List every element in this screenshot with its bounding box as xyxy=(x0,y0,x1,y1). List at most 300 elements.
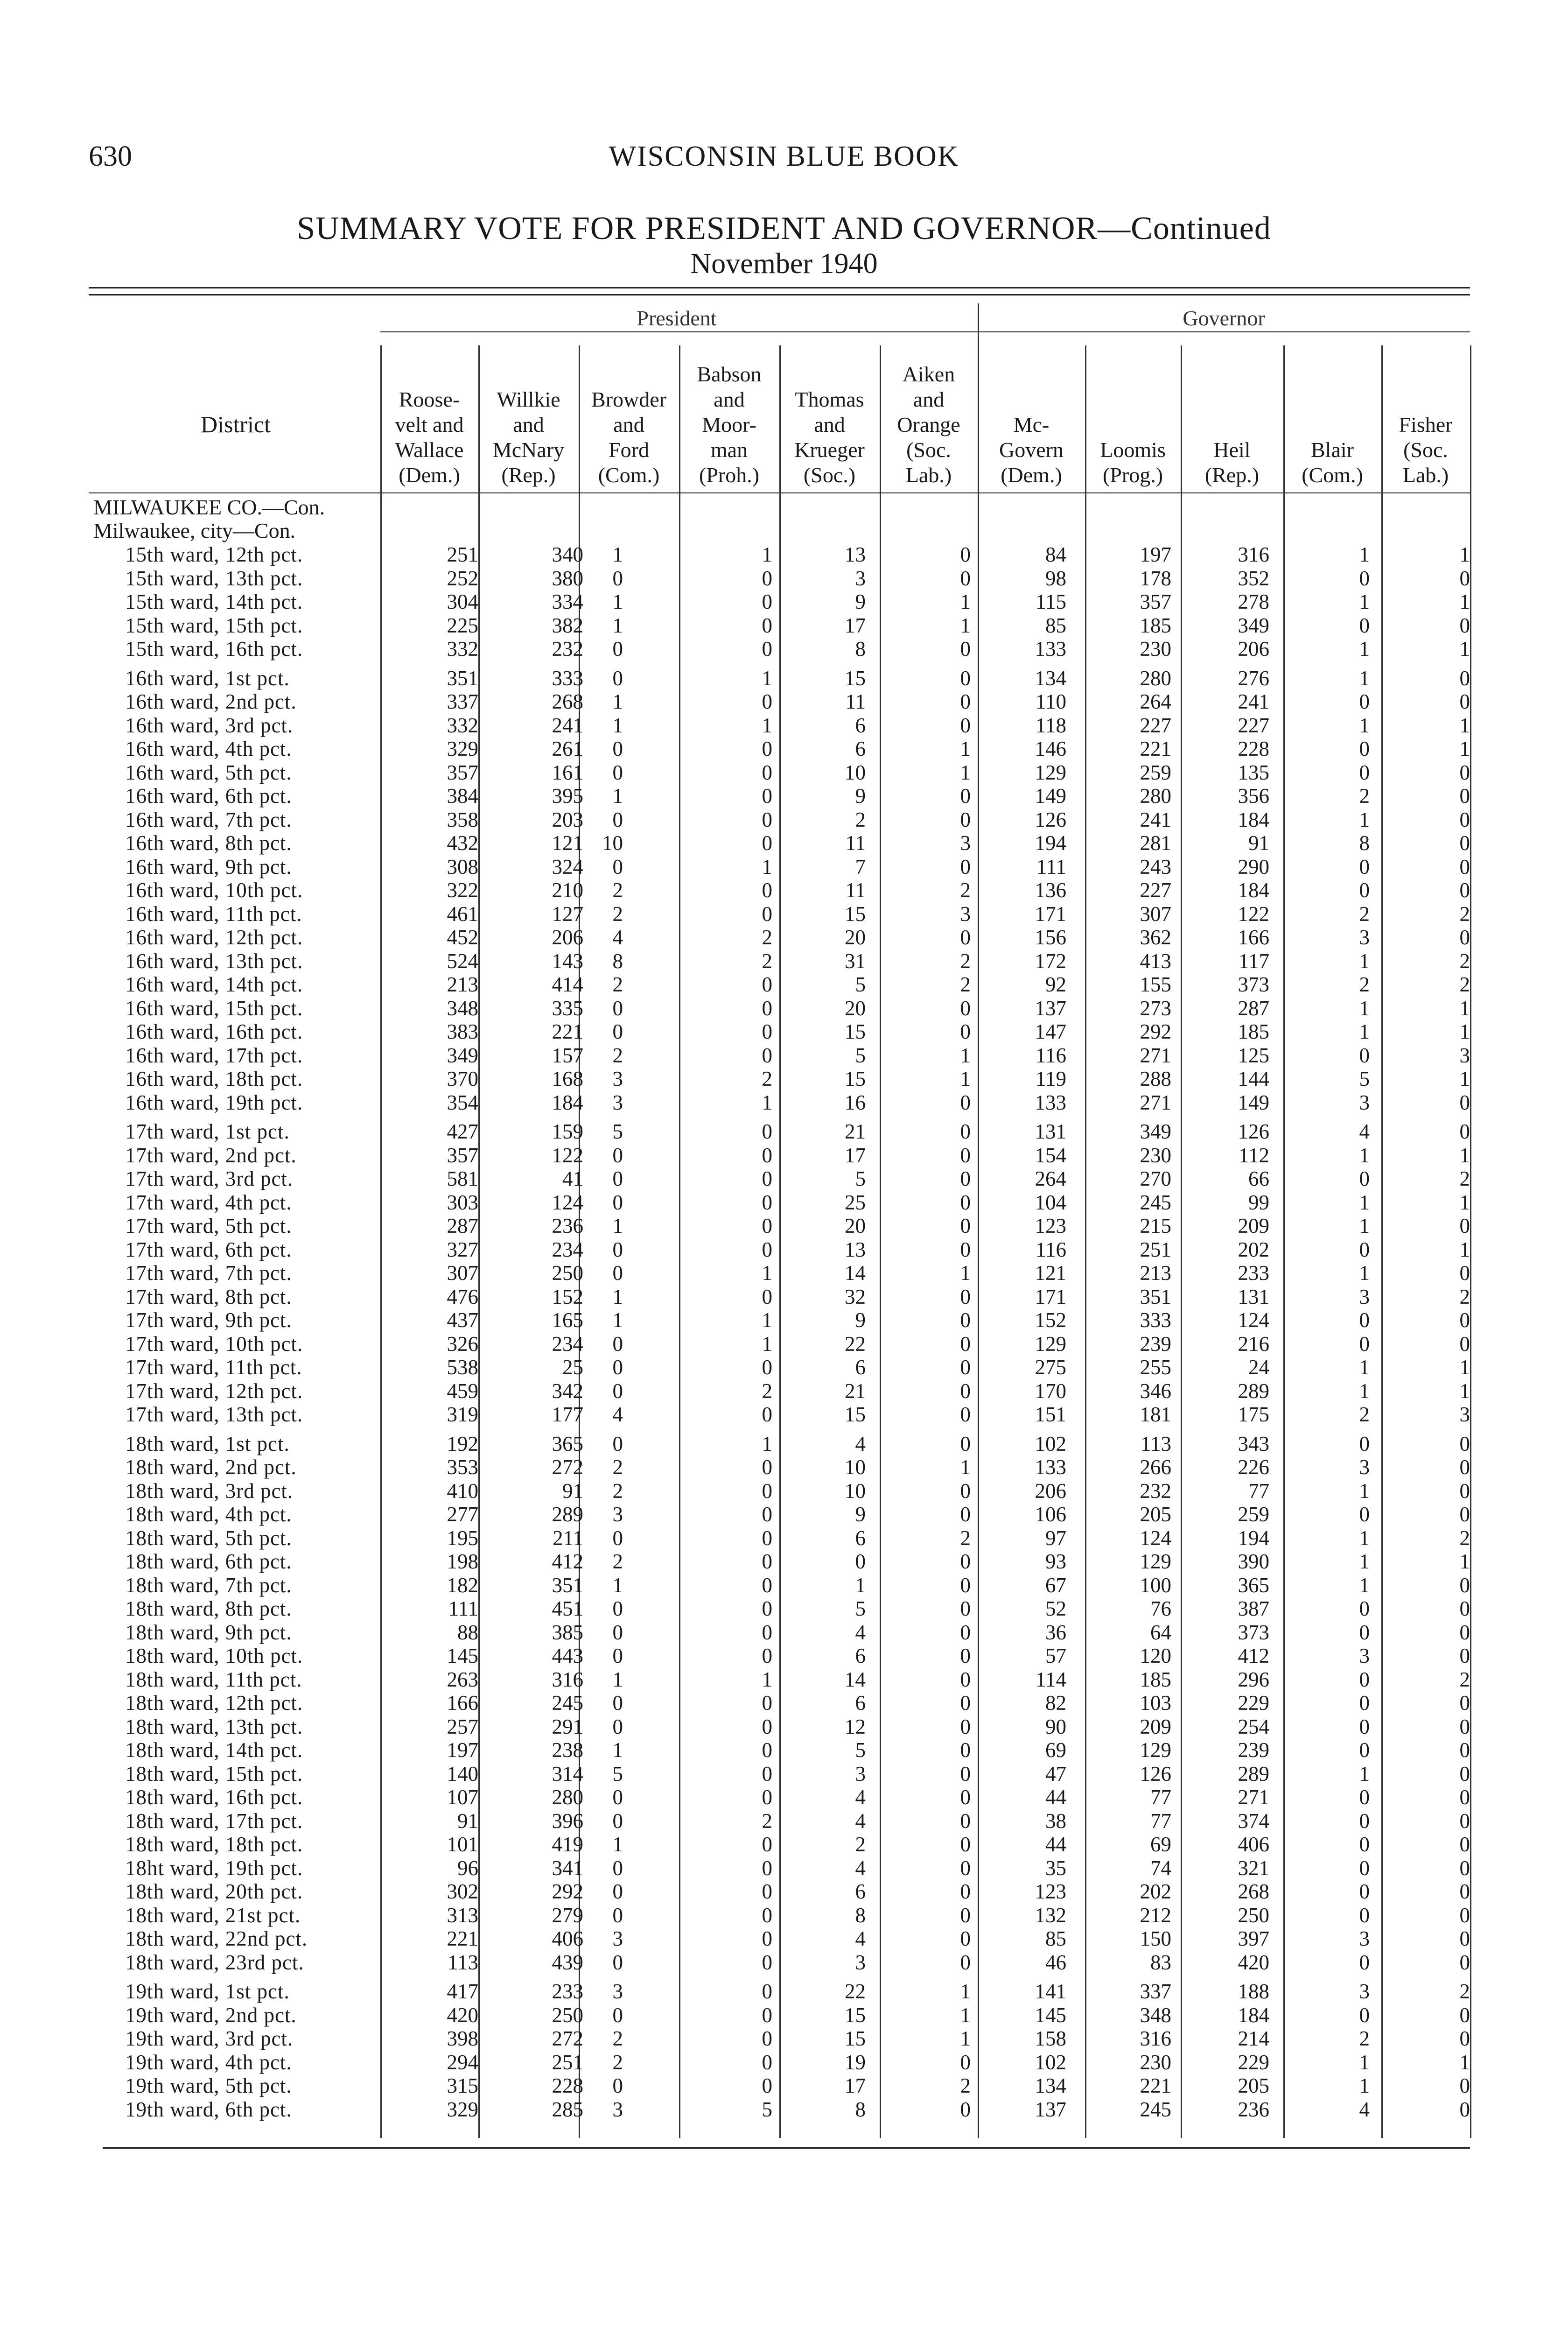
vote-cell-roosevelt: 329 xyxy=(447,2098,478,2121)
vote-cell-browder: 2 xyxy=(612,1479,623,1503)
table-row xyxy=(0,1503,1568,1526)
vote-cell-heil: 185 xyxy=(1238,1020,1269,1043)
vote-cell-babson: 0 xyxy=(762,761,772,784)
vote-cell-mcgovern: 172 xyxy=(1035,949,1066,973)
district-cell: 18th ward, 14th pct. xyxy=(125,1738,303,1762)
vote-cell-thomas: 6 xyxy=(855,737,866,760)
vote-cell-heil: 229 xyxy=(1238,2051,1269,2074)
table-row xyxy=(0,1044,1568,1067)
vote-cell-fisher: 0 xyxy=(1459,1738,1470,1762)
vote-cell-loomis: 227 xyxy=(1140,714,1171,737)
vote-cell-thomas: 15 xyxy=(845,1020,866,1043)
vote-cell-willkie: 165 xyxy=(552,1308,583,1332)
vote-cell-heil: 233 xyxy=(1238,1261,1269,1285)
table-row xyxy=(0,614,1568,637)
table-row xyxy=(0,902,1568,926)
vote-cell-loomis: 197 xyxy=(1140,543,1171,566)
vote-cell-fisher: 1 xyxy=(1459,737,1470,760)
table-row xyxy=(0,1597,1568,1620)
vote-cell-willkie: 289 xyxy=(552,1503,583,1526)
vote-cell-mcgovern: 141 xyxy=(1035,1980,1066,2003)
vote-cell-browder: 1 xyxy=(612,1214,623,1237)
vote-cell-blair: 1 xyxy=(1359,1261,1370,1285)
vote-cell-blair: 1 xyxy=(1359,1526,1370,1550)
vote-cell-fisher: 0 xyxy=(1459,667,1470,690)
table-row xyxy=(0,1455,1568,1479)
vote-cell-fisher: 0 xyxy=(1459,1479,1470,1503)
vote-cell-willkie: 439 xyxy=(552,1951,583,1974)
column-header-line: and xyxy=(613,413,644,436)
vote-cell-heil: 216 xyxy=(1238,1332,1269,1356)
vote-cell-mcgovern: 194 xyxy=(1035,831,1066,855)
vote-cell-willkie: 234 xyxy=(552,1332,583,1356)
vote-cell-aiken: 0 xyxy=(960,1479,971,1503)
vote-cell-blair: 4 xyxy=(1359,2098,1370,2121)
vote-cell-willkie: 341 xyxy=(552,1856,583,1880)
vote-cell-blair: 3 xyxy=(1359,1455,1370,1479)
vote-cell-babson: 0 xyxy=(762,1691,772,1715)
vote-cell-loomis: 230 xyxy=(1140,2051,1171,2074)
vote-cell-heil: 202 xyxy=(1238,1238,1269,1261)
vote-cell-thomas: 2 xyxy=(855,1833,866,1856)
vote-cell-babson: 0 xyxy=(762,1503,772,1526)
vote-cell-heil: 226 xyxy=(1238,1455,1269,1479)
vote-cell-blair: 1 xyxy=(1359,997,1370,1020)
vote-cell-willkie: 314 xyxy=(552,1762,583,1786)
vote-cell-blair: 1 xyxy=(1359,1144,1370,1167)
vote-cell-blair: 1 xyxy=(1359,1550,1370,1573)
vote-cell-blair: 0 xyxy=(1359,1597,1370,1620)
vote-cell-babson: 1 xyxy=(762,855,772,879)
vote-cell-browder: 5 xyxy=(612,1120,623,1143)
vote-cell-willkie: 324 xyxy=(552,855,583,879)
district-cell: 17th ward, 9th pct. xyxy=(125,1308,292,1332)
vote-cell-roosevelt: 370 xyxy=(447,1067,478,1090)
table-row xyxy=(0,1191,1568,1214)
table-row xyxy=(0,1550,1568,1573)
vote-cell-loomis: 271 xyxy=(1140,1044,1171,1067)
vote-cell-browder: 0 xyxy=(612,1144,623,1167)
vote-cell-loomis: 77 xyxy=(1150,1786,1171,1809)
vote-cell-thomas: 4 xyxy=(855,1621,866,1644)
vote-cell-willkie: 268 xyxy=(552,690,583,713)
vote-cell-aiken: 3 xyxy=(960,902,971,926)
district-cell: 18th ward, 3rd pct. xyxy=(125,1479,294,1503)
vote-cell-willkie: 251 xyxy=(552,2051,583,2074)
vote-cell-babson: 0 xyxy=(762,2051,772,2074)
vote-cell-babson: 0 xyxy=(762,1621,772,1644)
vote-cell-browder: 0 xyxy=(612,1526,623,1550)
column-header-line: Browder xyxy=(591,387,666,411)
vote-cell-loomis: 76 xyxy=(1150,1597,1171,1620)
vote-cell-roosevelt: 420 xyxy=(447,2004,478,2027)
vote-cell-willkie: 238 xyxy=(552,1738,583,1762)
vote-cell-roosevelt: 357 xyxy=(447,1144,478,1167)
district-cell: 18th ward, 20th pct. xyxy=(125,1880,303,1903)
vote-cell-babson: 0 xyxy=(762,1951,772,1974)
vote-cell-aiken: 0 xyxy=(960,1644,971,1667)
vote-cell-fisher: 1 xyxy=(1459,637,1470,661)
vote-cell-heil: 135 xyxy=(1238,761,1269,784)
vote-cell-mcgovern: 119 xyxy=(1036,1067,1066,1090)
vote-cell-fisher: 1 xyxy=(1459,1379,1470,1403)
district-cell: 18th ward, 13th pct. xyxy=(125,1715,303,1738)
vote-cell-fisher: 0 xyxy=(1459,879,1470,902)
district-cell: 17th ward, 10th pct. xyxy=(125,1332,303,1356)
vote-cell-willkie: 414 xyxy=(552,973,583,996)
vote-cell-heil: 365 xyxy=(1238,1574,1269,1597)
vote-cell-heil: 188 xyxy=(1238,1980,1269,2003)
vote-cell-thomas: 11 xyxy=(845,690,866,713)
vote-cell-thomas: 10 xyxy=(845,1455,866,1479)
column-header-fisher xyxy=(1381,412,1470,488)
vote-cell-roosevelt: 198 xyxy=(447,1550,478,1573)
vote-cell-mcgovern: 118 xyxy=(1036,714,1066,737)
vote-cell-thomas: 5 xyxy=(855,1044,866,1067)
vote-cell-loomis: 280 xyxy=(1140,784,1171,808)
table-row xyxy=(0,1067,1568,1090)
vote-cell-heil: 356 xyxy=(1238,784,1269,808)
district-header: District xyxy=(201,411,271,437)
vote-cell-loomis: 333 xyxy=(1140,1308,1171,1332)
district-cell: 15th ward, 13th pct. xyxy=(125,567,303,590)
vote-cell-willkie: 382 xyxy=(552,614,583,637)
vote-cell-babson: 0 xyxy=(762,1980,772,2003)
vote-cell-roosevelt: 225 xyxy=(447,614,478,637)
vote-cell-loomis: 230 xyxy=(1140,637,1171,661)
vote-cell-thomas: 20 xyxy=(845,926,866,949)
vote-cell-fisher: 0 xyxy=(1459,2027,1470,2050)
vote-cell-heil: 125 xyxy=(1238,1044,1269,1067)
vote-cell-aiken: 0 xyxy=(960,1191,971,1214)
vote-cell-fisher: 0 xyxy=(1459,1120,1470,1143)
district-cell: 17th ward, 13th pct. xyxy=(125,1403,303,1426)
vote-cell-roosevelt: 353 xyxy=(447,1455,478,1479)
vote-cell-babson: 0 xyxy=(762,1644,772,1667)
vote-cell-heil: 289 xyxy=(1238,1762,1269,1786)
table-row xyxy=(0,1980,1568,2003)
vote-cell-thomas: 2 xyxy=(855,808,866,831)
table-row xyxy=(0,784,1568,808)
vote-cell-aiken: 1 xyxy=(960,1980,971,2003)
vote-cell-mcgovern: 44 xyxy=(1045,1833,1066,1856)
district-cell: 19th ward, 5th pct. xyxy=(125,2074,292,2097)
vote-cell-loomis: 255 xyxy=(1140,1356,1171,1379)
vote-cell-fisher: 2 xyxy=(1459,1980,1470,2003)
vote-cell-mcgovern: 137 xyxy=(1035,997,1066,1020)
vote-cell-willkie: 233 xyxy=(552,1980,583,2003)
vote-cell-thomas: 5 xyxy=(855,1167,866,1190)
vote-cell-fisher: 0 xyxy=(1459,1432,1470,1455)
vote-cell-mcgovern: 151 xyxy=(1035,1403,1066,1426)
vote-cell-willkie: 143 xyxy=(552,949,583,973)
vote-cell-babson: 0 xyxy=(762,808,772,831)
vote-cell-browder: 2 xyxy=(612,973,623,996)
vote-cell-mcgovern: 133 xyxy=(1035,1455,1066,1479)
column-header-blair xyxy=(1283,437,1381,488)
top-rule-2 xyxy=(89,294,1470,295)
column-header-line: (Rep.) xyxy=(1204,463,1260,487)
vote-cell-babson: 2 xyxy=(762,949,772,973)
vote-cell-aiken: 1 xyxy=(960,761,971,784)
table-row xyxy=(0,879,1568,902)
vote-cell-roosevelt: 313 xyxy=(447,1904,478,1927)
vote-cell-fisher: 0 xyxy=(1459,808,1470,831)
column-header-browder xyxy=(579,387,679,488)
vote-cell-browder: 3 xyxy=(612,1503,623,1526)
vote-cell-willkie: 41 xyxy=(562,1167,583,1190)
vote-cell-fisher: 1 xyxy=(1459,2051,1470,2074)
vote-cell-browder: 0 xyxy=(612,637,623,661)
table-row xyxy=(0,1332,1568,1356)
vote-cell-roosevelt: 111 xyxy=(448,1597,478,1620)
vote-cell-heil: 387 xyxy=(1238,1597,1269,1620)
vote-cell-loomis: 202 xyxy=(1140,1880,1171,1903)
column-header-line: McNary xyxy=(492,438,565,462)
vote-cell-mcgovern: 90 xyxy=(1045,1715,1066,1738)
vote-cell-mcgovern: 104 xyxy=(1035,1191,1066,1214)
vote-cell-blair: 0 xyxy=(1359,1786,1370,1809)
table-row xyxy=(0,1020,1568,1043)
column-header-line: (Soc.) xyxy=(803,463,856,487)
vote-cell-babson: 1 xyxy=(762,1091,772,1114)
vote-cell-heil: 289 xyxy=(1238,1379,1269,1403)
vote-cell-aiken: 0 xyxy=(960,2098,971,2121)
vote-cell-heil: 126 xyxy=(1238,1120,1269,1143)
vote-cell-heil: 352 xyxy=(1238,567,1269,590)
vote-cell-heil: 276 xyxy=(1238,667,1269,690)
vote-cell-willkie: 285 xyxy=(552,2098,583,2121)
vote-cell-browder: 2 xyxy=(612,2027,623,2050)
vote-cell-browder: 1 xyxy=(612,543,623,566)
district-cell: 17th ward, 1st pct. xyxy=(125,1120,290,1143)
vote-cell-loomis: 349 xyxy=(1140,1120,1171,1143)
vote-cell-browder: 0 xyxy=(612,667,623,690)
vote-cell-fisher: 0 xyxy=(1459,614,1470,637)
table-row xyxy=(0,590,1568,613)
vote-cell-fisher: 0 xyxy=(1459,1856,1470,1880)
vote-cell-roosevelt: 315 xyxy=(447,2074,478,2097)
table-row xyxy=(0,637,1568,661)
district-cell: 18th ward, 22nd pct. xyxy=(125,1927,308,1950)
vote-cell-willkie: 380 xyxy=(552,567,583,590)
district-cell: 19th ward, 6th pct. xyxy=(125,2098,292,2121)
vote-cell-heil: 259 xyxy=(1238,1503,1269,1526)
table-row xyxy=(0,1691,1568,1715)
vote-cell-babson: 0 xyxy=(762,1574,772,1597)
vote-cell-loomis: 103 xyxy=(1140,1691,1171,1715)
vote-cell-mcgovern: 82 xyxy=(1045,1691,1066,1715)
vote-cell-roosevelt: 383 xyxy=(447,1020,478,1043)
district-cell: 16th ward, 14th pct. xyxy=(125,973,303,996)
vote-cell-loomis: 266 xyxy=(1140,1455,1171,1479)
vote-cell-willkie: 124 xyxy=(552,1191,583,1214)
vote-cell-mcgovern: 131 xyxy=(1035,1120,1066,1143)
vote-cell-roosevelt: 145 xyxy=(447,1644,478,1667)
table-row xyxy=(0,1668,1568,1691)
vote-cell-aiken: 1 xyxy=(960,1455,971,1479)
vote-cell-mcgovern: 98 xyxy=(1045,567,1066,590)
vote-cell-babson: 0 xyxy=(762,1786,772,1809)
column-header-line: Mc- xyxy=(1013,413,1050,436)
vote-cell-babson: 0 xyxy=(762,1455,772,1479)
vote-cell-heil: 228 xyxy=(1238,737,1269,760)
vote-cell-aiken: 0 xyxy=(960,543,971,566)
vote-cell-aiken: 0 xyxy=(960,1120,971,1143)
vote-cell-aiken: 2 xyxy=(960,973,971,996)
vote-cell-blair: 1 xyxy=(1359,2074,1370,2097)
vote-cell-babson: 1 xyxy=(762,1308,772,1332)
vote-cell-aiken: 0 xyxy=(960,690,971,713)
vote-cell-blair: 1 xyxy=(1359,667,1370,690)
vote-cell-heil: 112 xyxy=(1239,1144,1269,1167)
vote-cell-blair: 0 xyxy=(1359,1167,1370,1190)
vote-cell-aiken: 0 xyxy=(960,1762,971,1786)
vote-cell-browder: 0 xyxy=(612,1432,623,1455)
column-header-roosevelt xyxy=(380,387,478,488)
vote-cell-heil: 144 xyxy=(1238,1067,1269,1090)
vote-cell-blair: 0 xyxy=(1359,2004,1370,2027)
vote-cell-mcgovern: 57 xyxy=(1045,1644,1066,1667)
vote-cell-willkie: 211 xyxy=(553,1526,583,1550)
district-cell: 19th ward, 1st pct. xyxy=(125,1980,290,2003)
vote-cell-fisher: 1 xyxy=(1459,1144,1470,1167)
table-row xyxy=(0,997,1568,1020)
vote-cell-babson: 0 xyxy=(762,1880,772,1903)
vote-cell-heil: 420 xyxy=(1238,1951,1269,1974)
vote-cell-blair: 1 xyxy=(1359,590,1370,613)
vote-cell-aiken: 0 xyxy=(960,1904,971,1927)
vote-cell-babson: 0 xyxy=(762,1403,772,1426)
vote-cell-babson: 0 xyxy=(762,1738,772,1762)
vote-cell-roosevelt: 213 xyxy=(447,973,478,996)
top-rule xyxy=(89,287,1470,288)
section-header: MILWAUKEE CO.—Con. xyxy=(93,495,325,519)
vote-cell-mcgovern: 129 xyxy=(1035,1332,1066,1356)
vote-cell-loomis: 129 xyxy=(1140,1738,1171,1762)
vote-cell-fisher: 2 xyxy=(1459,1167,1470,1190)
vote-cell-fisher: 0 xyxy=(1459,1455,1470,1479)
vote-cell-willkie: 232 xyxy=(552,637,583,661)
vote-cell-heil: 206 xyxy=(1238,637,1269,661)
vote-cell-browder: 1 xyxy=(612,1308,623,1332)
vote-cell-thomas: 7 xyxy=(855,855,866,879)
vote-cell-babson: 0 xyxy=(762,1715,772,1738)
vote-cell-blair: 1 xyxy=(1359,1574,1370,1597)
table-row xyxy=(0,1927,1568,1950)
vote-cell-heil: 296 xyxy=(1238,1668,1269,1691)
vote-cell-aiken: 0 xyxy=(960,926,971,949)
vote-cell-babson: 0 xyxy=(762,1550,772,1573)
vote-cell-mcgovern: 114 xyxy=(1036,1668,1066,1691)
vote-cell-babson: 0 xyxy=(762,2074,772,2097)
vote-cell-aiken: 2 xyxy=(960,949,971,973)
table-row xyxy=(0,1526,1568,1550)
vote-cell-mcgovern: 206 xyxy=(1035,1479,1066,1503)
table-row xyxy=(0,1762,1568,1786)
district-cell: 15th ward, 14th pct. xyxy=(125,590,303,613)
vote-cell-aiken: 0 xyxy=(960,1715,971,1738)
vote-cell-mcgovern: 170 xyxy=(1035,1379,1066,1403)
vote-cell-fisher: 0 xyxy=(1459,831,1470,855)
vote-cell-blair: 0 xyxy=(1359,614,1370,637)
vote-cell-babson: 0 xyxy=(762,1927,772,1950)
vote-cell-thomas: 4 xyxy=(855,1856,866,1880)
vote-cell-babson: 0 xyxy=(762,1597,772,1620)
vote-cell-roosevelt: 351 xyxy=(447,667,478,690)
vote-cell-blair: 1 xyxy=(1359,1214,1370,1237)
vote-cell-browder: 0 xyxy=(612,1809,623,1833)
district-cell: 18th ward, 6th pct. xyxy=(125,1550,292,1573)
vote-cell-blair: 1 xyxy=(1359,949,1370,973)
vote-cell-babson: 1 xyxy=(762,1332,772,1356)
vote-cell-aiken: 0 xyxy=(960,1214,971,1237)
vote-cell-thomas: 20 xyxy=(845,1214,866,1237)
vote-cell-blair: 1 xyxy=(1359,1379,1370,1403)
table-row xyxy=(0,1621,1568,1644)
vote-cell-roosevelt: 357 xyxy=(447,761,478,784)
vote-cell-thomas: 17 xyxy=(845,614,866,637)
vote-cell-loomis: 213 xyxy=(1140,1261,1171,1285)
vote-cell-thomas: 11 xyxy=(845,879,866,902)
vote-cell-loomis: 280 xyxy=(1140,667,1171,690)
vote-cell-thomas: 5 xyxy=(855,1738,866,1762)
vote-cell-roosevelt: 337 xyxy=(447,690,478,713)
vote-cell-thomas: 17 xyxy=(845,2074,866,2097)
vote-cell-browder: 3 xyxy=(612,1927,623,1950)
vote-cell-willkie: 250 xyxy=(552,1261,583,1285)
vote-cell-roosevelt: 329 xyxy=(447,737,478,760)
vote-cell-mcgovern: 275 xyxy=(1035,1356,1066,1379)
section-header: Milwaukee, city—Con. xyxy=(93,519,296,542)
vote-cell-babson: 0 xyxy=(762,1238,772,1261)
vote-cell-aiken: 0 xyxy=(960,1403,971,1426)
vote-cell-aiken: 0 xyxy=(960,1856,971,1880)
vote-cell-heil: 412 xyxy=(1238,1644,1269,1667)
vote-cell-thomas: 9 xyxy=(855,1308,866,1332)
vote-cell-loomis: 221 xyxy=(1140,2074,1171,2097)
vote-cell-roosevelt: 354 xyxy=(447,1091,478,1114)
table-row xyxy=(0,1091,1568,1114)
vote-cell-blair: 1 xyxy=(1359,808,1370,831)
vote-cell-babson: 0 xyxy=(762,590,772,613)
page-title: SUMMARY VOTE FOR PRESIDENT AND GOVERNOR—Continued xyxy=(297,211,1271,246)
table-row xyxy=(0,1479,1568,1503)
district-cell: 15th ward, 15th pct. xyxy=(125,614,303,637)
vote-cell-loomis: 357 xyxy=(1140,590,1171,613)
vote-cell-thomas: 10 xyxy=(845,761,866,784)
vote-cell-aiken: 0 xyxy=(960,997,971,1020)
vote-cell-aiken: 0 xyxy=(960,1432,971,1455)
vote-cell-willkie: 292 xyxy=(552,1880,583,1903)
vote-cell-thomas: 4 xyxy=(855,1786,866,1809)
vote-cell-willkie: 245 xyxy=(552,1691,583,1715)
vote-cell-thomas: 8 xyxy=(855,637,866,661)
district-cell: 19th ward, 3rd pct. xyxy=(125,2027,294,2050)
district-cell: 16th ward, 11th pct. xyxy=(125,902,302,926)
district-cell: 18th ward, 2nd pct. xyxy=(125,1455,297,1479)
vote-cell-thomas: 13 xyxy=(845,1238,866,1261)
vote-cell-browder: 0 xyxy=(612,737,623,760)
vote-cell-loomis: 288 xyxy=(1140,1067,1171,1090)
vote-cell-willkie: 152 xyxy=(552,1285,583,1308)
vote-cell-mcgovern: 133 xyxy=(1035,637,1066,661)
vote-cell-fisher: 0 xyxy=(1459,1261,1470,1285)
district-cell: 17th ward, 6th pct. xyxy=(125,1238,292,1261)
vote-cell-thomas: 14 xyxy=(845,1668,866,1691)
vote-cell-mcgovern: 116 xyxy=(1036,1044,1066,1067)
vote-cell-fisher: 2 xyxy=(1459,1526,1470,1550)
